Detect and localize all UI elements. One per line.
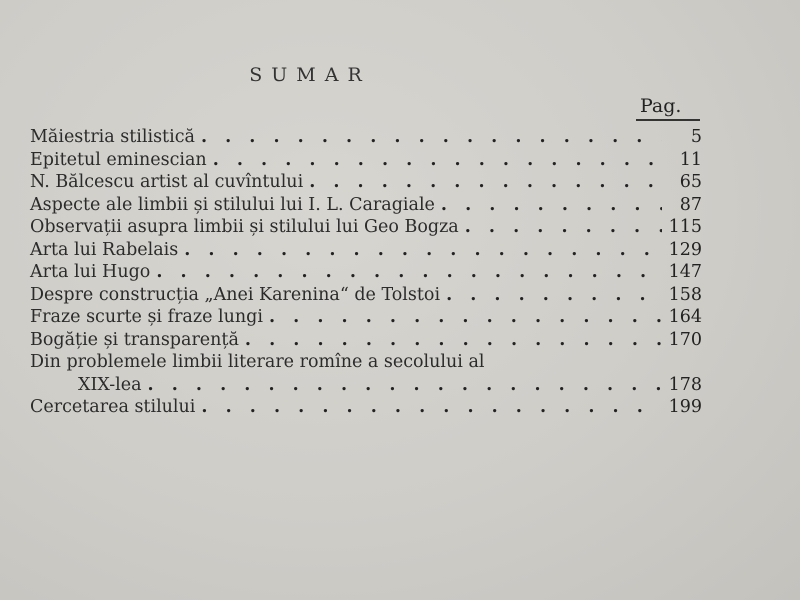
dot-leader — [156, 261, 662, 284]
toc-entry — [30, 194, 702, 217]
dot-leader — [441, 194, 662, 217]
toc-entry — [30, 126, 702, 149]
toc-entry — [30, 284, 702, 307]
toc-entry-page: 11 — [679, 149, 702, 170]
toc-entry-title: Aspecte ale limbii și stilului lui I. L. Caragiale — [30, 194, 435, 215]
toc-entry — [30, 216, 702, 239]
toc-entry — [30, 306, 702, 329]
page-column-rule — [636, 119, 700, 121]
toc-entry-page: 65 — [679, 172, 702, 192]
dot-leader — [201, 126, 662, 149]
page-title: SUMAR — [249, 64, 371, 86]
toc-entry — [30, 261, 702, 284]
toc-entry — [30, 149, 702, 172]
dot-leader — [148, 374, 662, 397]
toc-entry-page: 87 — [679, 194, 702, 215]
toc-entry-title: Arta lui Hugo — [30, 262, 151, 282]
toc-entry-continuation — [30, 374, 702, 397]
dot-leader — [201, 396, 662, 419]
dot-leader — [465, 216, 662, 239]
toc-entry-page: 147 — [668, 262, 702, 282]
toc-entry-title: Bogăție și transparență — [30, 329, 239, 350]
toc-entry-title: Despre construcția „Anei Karenina“ de Tolstoi — [30, 284, 441, 305]
dot-leader — [309, 171, 662, 194]
dot-leader — [245, 329, 662, 352]
toc-entry — [30, 171, 702, 194]
page-column-label: Pag. — [640, 95, 682, 117]
toc-entry-title: XIX-lea — [78, 374, 142, 395]
toc-entry-page: 5 — [690, 127, 702, 147]
toc-entry-title: N. Bălcescu artist al cuvîntului — [30, 172, 304, 192]
toc-entry-title: Măiestria stilistică — [30, 127, 195, 147]
dot-leader — [446, 284, 662, 307]
toc-entry-title: Arta lui Rabelais — [30, 239, 179, 260]
toc-entry — [30, 396, 702, 419]
toc-entry-page: 164 — [668, 307, 702, 327]
toc-entry — [30, 329, 702, 352]
toc-entry-page: 158 — [668, 284, 702, 305]
table-of-contents — [30, 126, 702, 419]
toc-entry-page: 178 — [668, 374, 702, 395]
toc-entry-title: Cercetarea stilului — [30, 397, 196, 417]
toc-entry-title: Observații asupra limbii și stilului lui Geo Bogza — [30, 217, 459, 237]
dot-leader — [269, 306, 662, 329]
toc-entry-page: 170 — [668, 329, 702, 350]
toc-entry — [30, 239, 702, 262]
dot-leader — [184, 239, 662, 262]
toc-entry-page: 115 — [668, 217, 702, 237]
toc-entry-page: 199 — [668, 397, 702, 417]
toc-entry-title: Epitetul eminescian — [30, 149, 207, 170]
toc-entry — [30, 351, 702, 374]
toc-entry-title: Fraze scurte și fraze lungi — [30, 307, 263, 327]
dot-leader — [213, 149, 662, 172]
toc-entry-page: 129 — [668, 239, 702, 260]
toc-entry-title: Din problemele limbii literare romîne a secolului al — [30, 352, 485, 372]
